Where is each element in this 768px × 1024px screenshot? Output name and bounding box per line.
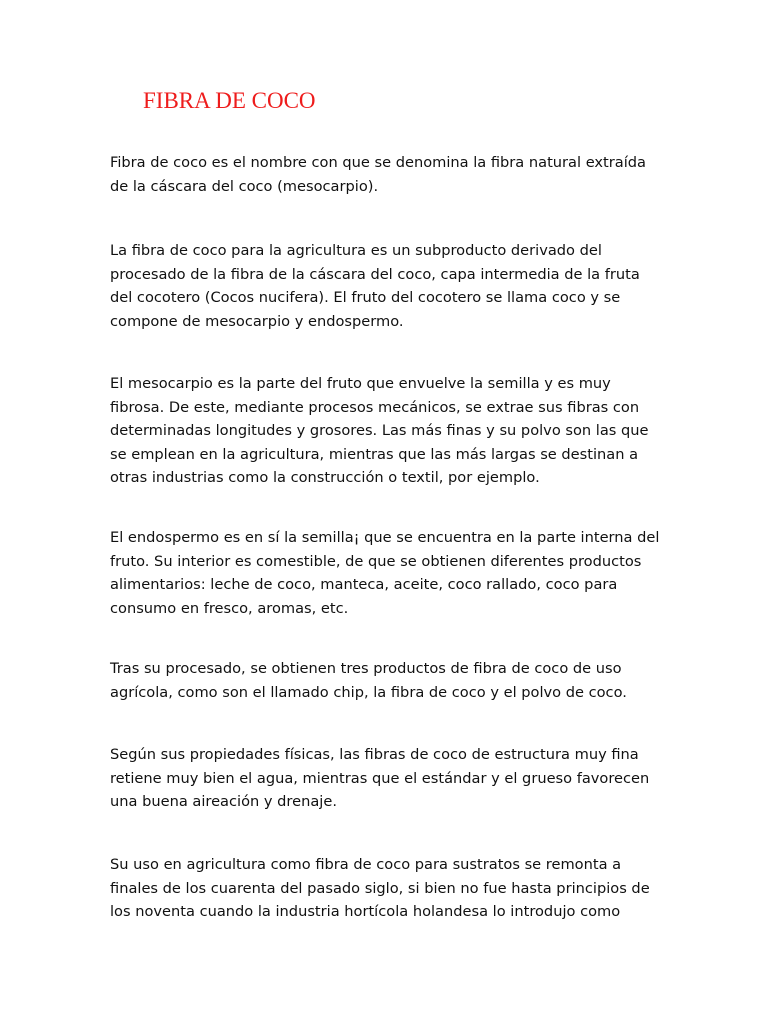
text-line: otras industrias como la construcción o textil, por ejemplo. (110, 469, 540, 486)
text-line: El mesocarpio es la parte del fruto que envuelve la semilla y es muy (110, 375, 611, 392)
text-line: una buena aireación y drenaje. (110, 793, 337, 810)
text-line: Fibra de coco es el nombre con que se denomina la fibra natural extraída (110, 154, 646, 171)
text-line: retiene muy bien el agua, mientras que el estándar y el grueso favorecen (110, 769, 650, 787)
paragraph-endosperm (110, 526, 670, 620)
text-line: agrícola, como son el llamado chip, la fibra de coco y el polvo de coco. (110, 683, 627, 701)
text-line: del cocotero (Cocos nucifera). El fruto del cocotero se llama coco y se (110, 289, 621, 306)
document-title: FIBRA DE COCO (143, 88, 316, 113)
text-line: de la cáscara del coco (mesocarpio). (110, 177, 379, 195)
text-line: se emplean en la agricultura, mientras que las más largas se destinan a (110, 445, 639, 463)
text-line: La fibra de coco para la agricultura es un subproducto derivado del (110, 242, 602, 259)
text-line: fruto. Su interior es comestible, de que se obtienen diferentes productos (110, 552, 642, 570)
text-line: Su uso en agricultura como fibra de coco para sustratos se remonta a (110, 856, 622, 873)
paragraph-history (110, 853, 670, 924)
text-line: Tras su procesado, se obtienen tres productos de fibra de coco de uso (110, 660, 622, 677)
text-line: consumo en fresco, aromas, etc. (110, 599, 349, 617)
paragraph-mesocarp (110, 372, 670, 490)
text-line: finales de los cuarenta del pasado siglo, si bien no fue hasta principios de (110, 879, 650, 897)
paragraph-agriculture-byproduct (110, 239, 670, 333)
text-line: procesado de la fibra de la cáscara del coco, capa intermedia de la fruta (110, 265, 640, 283)
text-line: fibrosa. De este, mediante procesos mecánicos, se extrae sus fibras con (110, 398, 640, 416)
text-line: los noventa cuando la industria hortícola holandesa lo introdujo como (110, 903, 621, 920)
paragraph-processing-products (110, 657, 670, 704)
paragraph-physical-properties (110, 743, 670, 814)
text-line: Según sus propiedades físicas, las fibras de coco de estructura muy fina (110, 746, 639, 763)
text-line: El endospermo es en sí la semilla¡ que se encuentra en la parte interna del (110, 529, 660, 546)
text-line: alimentarios: leche de coco, manteca, aceite, coco rallado, coco para (110, 576, 618, 593)
paragraph-definition (110, 151, 670, 198)
text-line: compone de mesocarpio y endospermo. (110, 312, 404, 330)
text-line: determinadas longitudes y grosores. Las más finas y su polvo son las que (110, 422, 649, 439)
